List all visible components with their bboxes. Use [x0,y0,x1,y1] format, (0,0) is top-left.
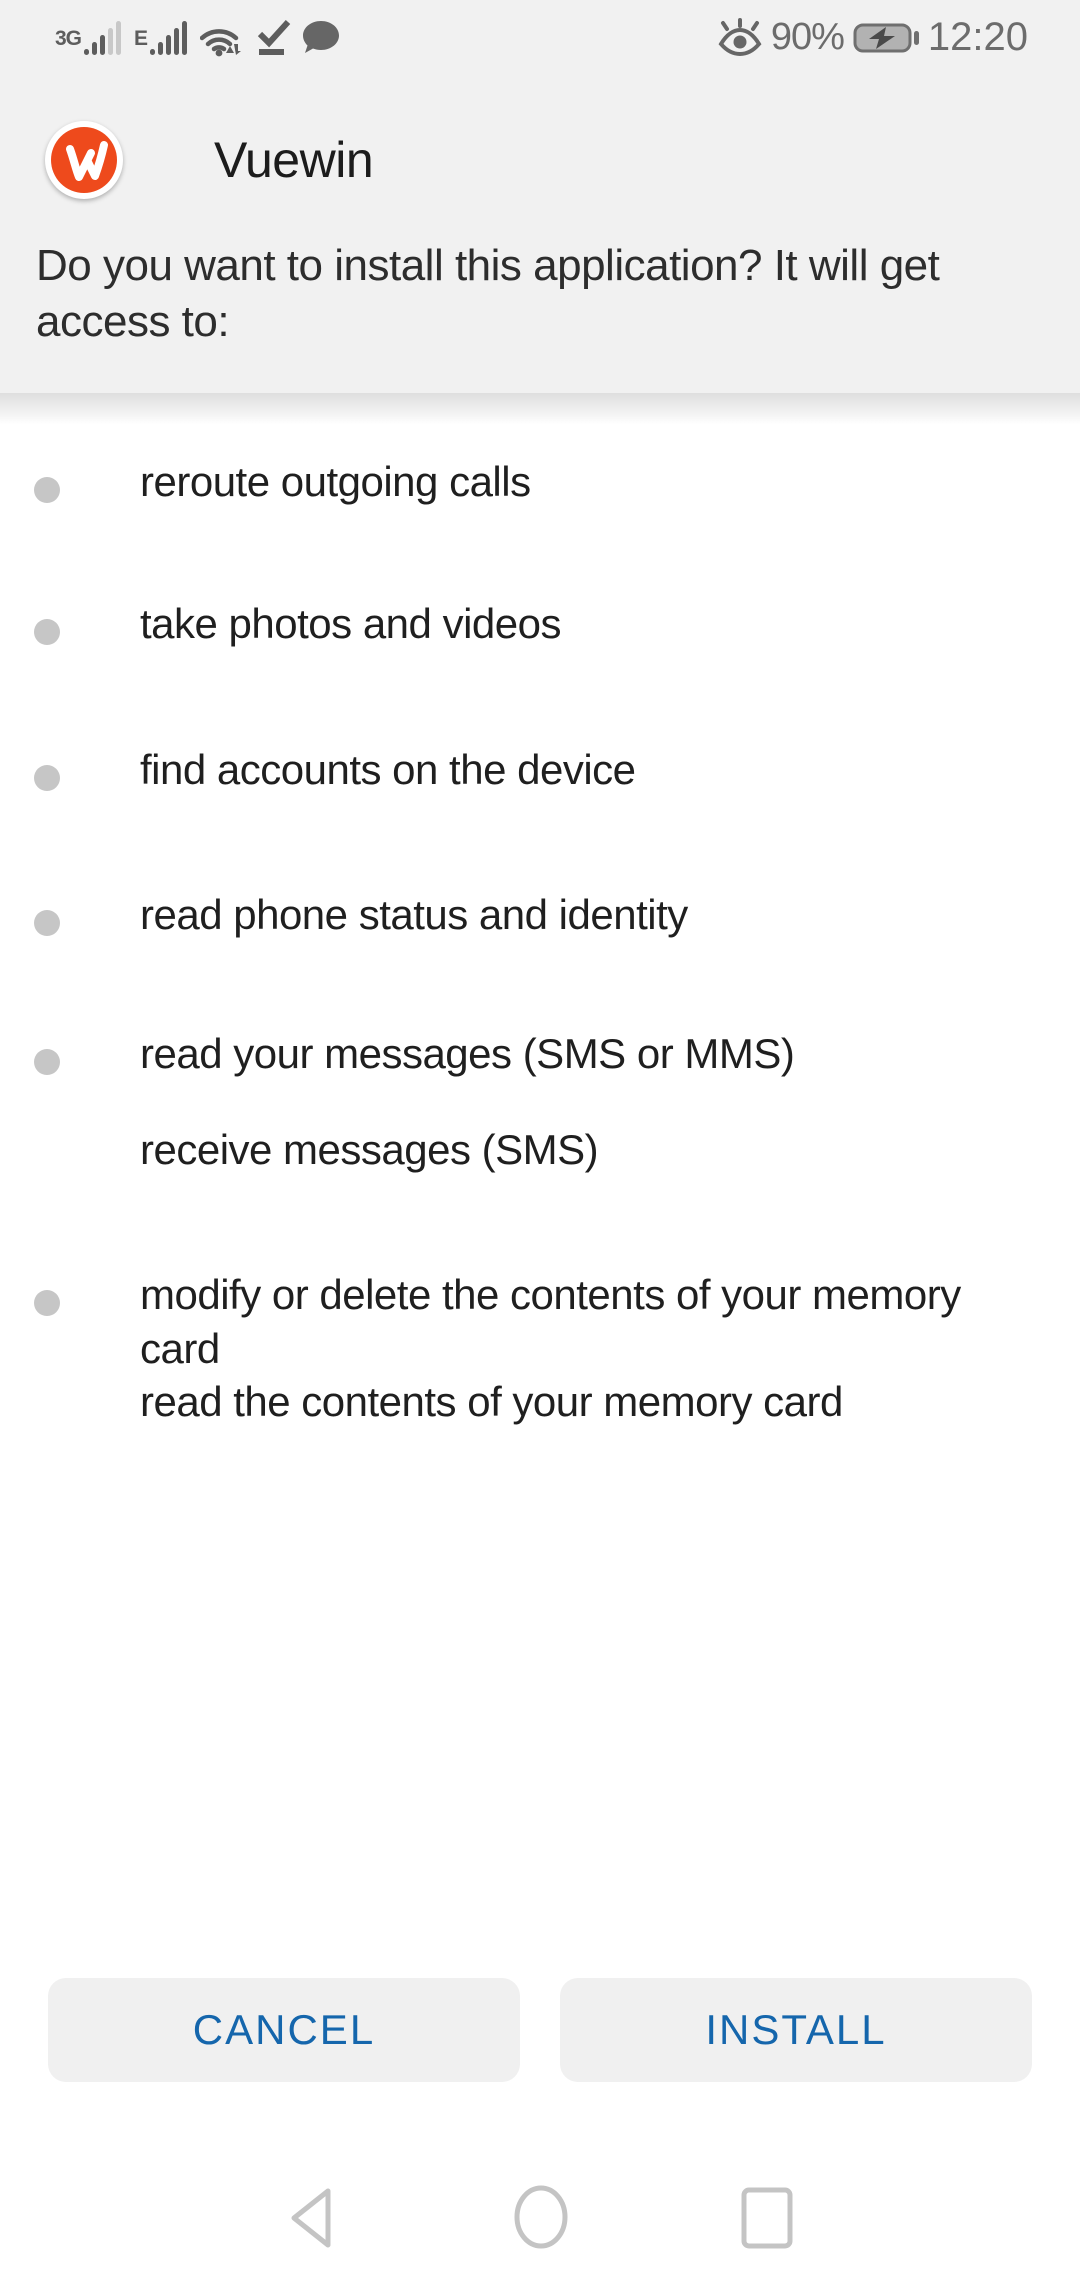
navigation-bar [0,2170,1080,2270]
permission-item-receive-messages [0,1123,1080,1177]
install-prompt-line1: Do you want to install this application? It will get [36,241,940,290]
header-divider-shadow [0,393,1080,425]
bullet-icon [34,910,60,936]
permission-item-find-accounts [0,743,1080,797]
bullet-icon [34,1290,60,1316]
permission-text: take photos and videos [140,600,561,647]
update-check-icon [257,20,291,56]
app-icon [45,121,123,199]
nav-home-icon[interactable] [513,2184,569,2250]
bullet-icon [34,1049,60,1075]
permission-item-reroute-calls [0,455,1080,509]
status-bar-left [55,0,340,75]
nav-recents-icon[interactable] [740,2187,794,2249]
battery-percent-label: 90% [770,16,844,58]
vuewin-logo-icon [50,126,118,194]
network-type-3g-label: 3G [55,26,82,50]
signal-bars-3g-icon [83,19,123,57]
permission-item-read-memory-card [0,1375,1080,1429]
install-button[interactable]: INSTALL [560,1978,1032,2082]
battery-charging-icon [853,22,919,54]
bullet-icon [34,477,60,503]
permission-text: read your messages (SMS or MMS) [140,1030,795,1077]
network-type-e-label: E [134,26,148,50]
status-bar-right [718,0,1028,75]
permission-text-line1: modify or delete the contents of your memory [140,1271,961,1318]
app-name-title: Vuewin [214,132,374,188]
wifi-icon [200,19,246,57]
permission-item-read-phone-status [0,888,1080,942]
bullet-icon [34,765,60,791]
eye-comfort-icon [718,18,762,58]
permission-item-read-messages [0,1027,1080,1081]
nav-back-icon[interactable] [288,2186,334,2250]
permission-text [140,1268,1040,1376]
permission-text: read phone status and identity [140,891,688,938]
permission-text: reroute outgoing calls [140,458,531,505]
permission-item-take-photos [0,597,1080,651]
clock-label: 12:20 [927,15,1028,59]
permission-text: find accounts on the device [140,746,636,793]
message-bubble-icon [302,20,340,56]
permission-text-line2: card [140,1325,220,1372]
bullet-icon [34,619,60,645]
status-bar [0,0,1080,75]
cancel-button[interactable]: CANCEL [48,1978,520,2082]
permission-text: receive messages (SMS) [140,1126,599,1173]
signal-3g [55,19,123,57]
permission-item-modify-memory-card [0,1268,1080,1376]
install-prompt-line2: access to: [36,297,230,346]
signal-e [134,19,189,57]
signal-bars-e-icon [149,19,189,57]
permission-text: read the contents of your memory card [140,1378,843,1425]
install-prompt [36,238,1050,350]
